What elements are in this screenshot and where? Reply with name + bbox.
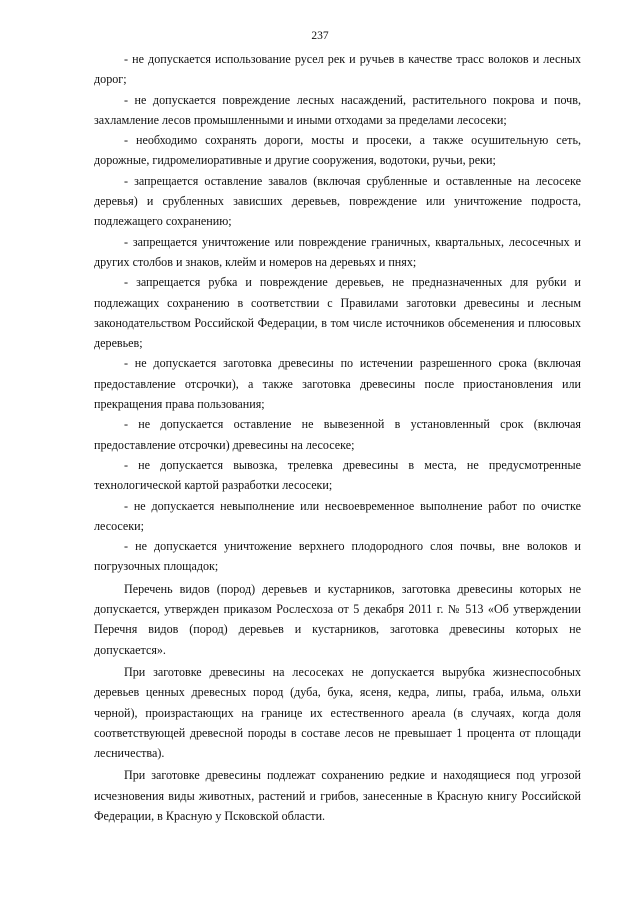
paragraph: - необходимо сохранять дороги, мосты и просеки, а также осушительную сеть, дорожные, гидромелиоративные и другие сооружения, водотоки, ручьи, реки;: [94, 133, 581, 168]
paragraph: - не допускается заготовка древесины по истечении разрешенного срока (включая предоставление отсрочки), а также заготовка древесины после приостановления или прекращения права пользования;: [94, 356, 581, 412]
paragraph: - не допускается оставление не вывезенной в установленный срок (включая предоставление отсрочки) древесины на лесосеке;: [94, 417, 581, 452]
paragraph: При заготовке древесины подлежат сохранению редкие и находящиеся под угрозой исчезновения виды животных, растений и грибов, занесенные в Красную книгу Российской Федерации, в Красную у Псковской области.: [94, 768, 581, 823]
paragraph: - не допускается вывозка, трелевка древесины в места, не предусмотренные технологической картой разработки лесосеки;: [94, 457, 581, 493]
paragraph: - запрещается рубка и повреждение деревьев, не предназначенных для рубки и подлежащих сохранению в соответствии с Правилами заготовки древесины и лесным законодательством Российской Федерации, в том числе источников обсеменения и плюсовых деревьев;: [94, 275, 581, 351]
document-body: [94, 49, 581, 826]
paragraph: При заготовке древесины на лесосеках не допускается вырубка жизнеспособных деревьев ценных древесных пород (дуба, бука, ясеня, кедра, липы, граба, ильма, ольхи черной), произрастающих на границе их естественного ареала (в случаях, когда доля соответствующей древесной породы в составе лесов не превышает 1 процента от площади лесничества).: [94, 664, 581, 761]
paragraph: - запрещается уничтожение или повреждение граничных, квартальных, лесосечных и других столбов и знаков, клейм и номеров на деревьях и пнях;: [94, 234, 581, 269]
paragraph: - не допускается уничтожение верхнего плодородного слоя почвы, вне волоков и погрузочных площадок;: [94, 539, 581, 574]
paragraph: - не допускается повреждение лесных насаждений, растительного покрова и почв, захламление лесов промышленными и иными отходами за пределами лесосеки;: [94, 92, 581, 127]
paragraph: Перечень видов (пород) деревьев и кустарников, заготовка древесины которых не допускается, утвержден приказом Рослесхоза от 5 декабря 2011 г. № 513 «Об утверждении Перечня видов (пород) деревьев и кустарников, заготовка древесины которых не допускается».: [94, 581, 581, 657]
page-number: 237: [311, 30, 329, 42]
paragraph: - запрещается оставление завалов (включая срубленные и оставленные на лесосеке деревья) и срубленных зависших деревьев, повреждение или уничтожение подроста, подлежащего сохранению;: [94, 173, 581, 229]
paragraph: - не допускается использование русел рек и ручьев в качестве трасс волоков и лесных дорог;: [94, 52, 581, 87]
paragraph: - не допускается невыполнение или несвоевременное выполнение работ по очистке лесосеки;: [94, 498, 581, 533]
